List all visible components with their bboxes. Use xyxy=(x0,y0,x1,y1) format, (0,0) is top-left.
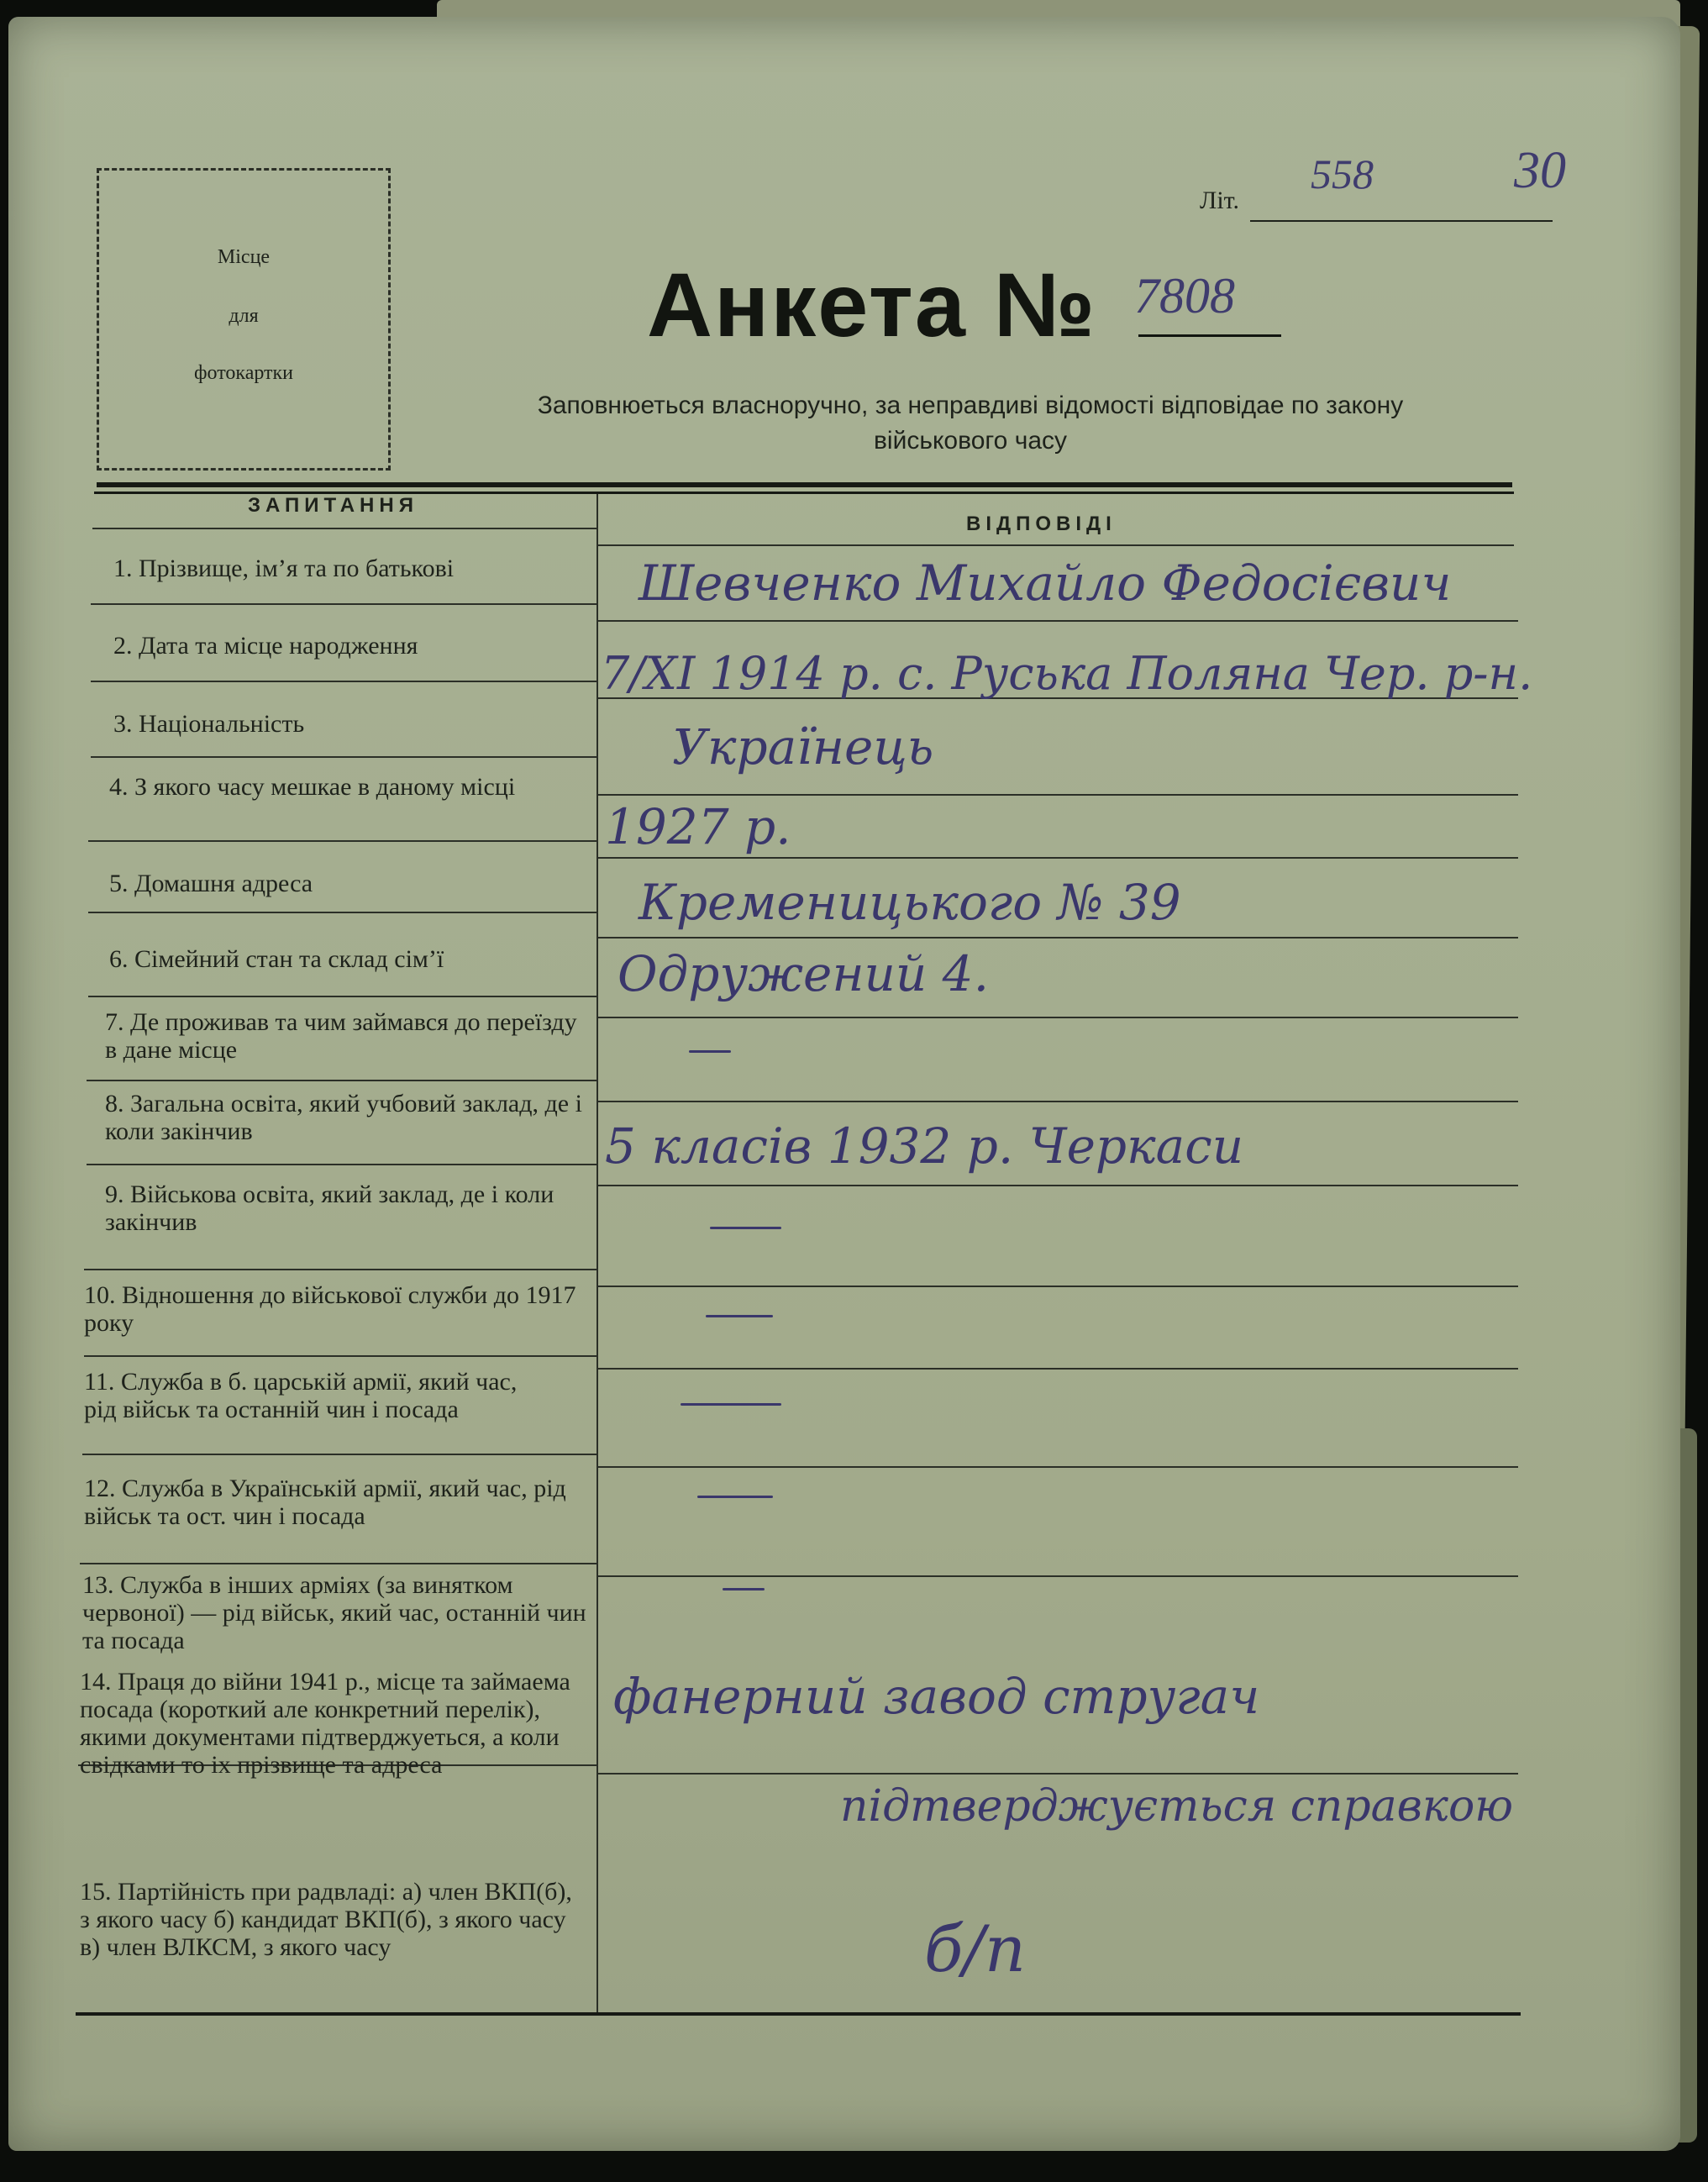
row-rule xyxy=(598,1017,1518,1018)
question-1: 1. Прізвище, ім’я та по батькові xyxy=(113,555,455,582)
row-rule xyxy=(598,794,1518,796)
row-rule xyxy=(91,756,596,758)
row-rule xyxy=(87,1164,596,1165)
form-notice xyxy=(424,388,1516,459)
row-rule xyxy=(598,1286,1518,1287)
row-rule xyxy=(598,1575,1518,1577)
answer-8: 5 класів 1932 р. Черкаси xyxy=(605,1117,1244,1175)
header-rule-right xyxy=(598,544,1514,546)
answer-7-dash xyxy=(689,1050,731,1053)
answer-6: Одружений 4. xyxy=(618,945,990,1002)
row-rule xyxy=(87,1080,596,1081)
header-rule-left xyxy=(92,528,596,529)
row-rule xyxy=(88,996,596,997)
row-rule xyxy=(598,620,1518,622)
answer-3: Українець xyxy=(672,718,934,776)
answer-15: б/п xyxy=(924,1911,1026,1986)
question-9: 9. Військова освіта, який заклад, де і коли закінчив xyxy=(105,1180,554,1236)
table-top-rule xyxy=(97,482,1512,487)
photo-label-1: Місце xyxy=(217,246,271,268)
answer-5: Кременицького № 39 xyxy=(639,874,1181,931)
photo-placeholder xyxy=(97,168,391,471)
row-rule xyxy=(598,1185,1518,1186)
row-rule xyxy=(91,681,596,682)
answer-2: 7/XI 1914 р. с. Руська Поляна Чер. р-н. xyxy=(601,647,1533,700)
header-answers: ВІДПОВІДІ xyxy=(966,513,1117,535)
row-rule xyxy=(598,857,1518,859)
notice-line-2: військового часу xyxy=(873,427,1068,455)
title-number-line xyxy=(1138,334,1281,337)
sheet-number-2: 30 xyxy=(1514,142,1566,199)
sheet-line xyxy=(1250,220,1553,222)
question-2: 2. Дата та місце народження xyxy=(113,632,418,660)
question-11: 11. Служба в б. царській армії, який час, рід військ та останній чин і посада xyxy=(84,1368,518,1423)
table-bottom-rule xyxy=(76,2012,1521,2016)
question-13: 13. Служба в інших арміях (за винятком червоної) — рід військ, який час, останній чин та посада xyxy=(82,1571,586,1654)
question-5: 5. Домашня адреса xyxy=(109,870,313,897)
row-rule xyxy=(598,1101,1518,1102)
answer-13-dash xyxy=(723,1588,765,1590)
row-rule xyxy=(598,1368,1518,1370)
form-number: 7808 xyxy=(1134,268,1235,323)
answer-1: Шевченко Михайло Федосієвич xyxy=(639,555,1452,612)
answer-9-dash xyxy=(710,1227,781,1229)
row-rule xyxy=(82,1454,596,1455)
row-rule xyxy=(80,1563,596,1564)
row-rule xyxy=(84,1355,596,1357)
answer-11-dash xyxy=(681,1403,781,1406)
row-rule xyxy=(84,1269,596,1270)
row-rule xyxy=(88,912,596,913)
question-8: 8. Загальна освіта, який учбовий заклад, де і коли закінчив xyxy=(105,1090,582,1145)
row-rule xyxy=(598,937,1518,939)
row-rule xyxy=(598,1466,1518,1468)
question-10: 10. Відношення до військової служби до 1917 року xyxy=(84,1281,576,1337)
answer-14-line-2: підтверджується справкою xyxy=(840,1781,1514,1832)
question-7: 7. Де проживав та чим займався до переїзду в дане місце xyxy=(105,1008,577,1064)
header-questions: ЗАПИТАННЯ xyxy=(248,494,418,517)
row-rule xyxy=(88,840,596,842)
answer-14-line-1: фанерний завод стругач xyxy=(613,1668,1260,1725)
answer-4: 1927 р. xyxy=(605,798,791,855)
photo-label-3: фотокартки xyxy=(193,362,294,384)
photo-label-2: для xyxy=(229,305,259,327)
question-4: 4. З якого часу мешкае в даному місці xyxy=(109,773,516,801)
form-title: Анкета № xyxy=(647,254,1097,355)
question-6: 6. Сімейний стан та склад сім’ї xyxy=(109,945,444,973)
sheet-label: Літ. xyxy=(1200,187,1240,214)
sheet-number: 558 xyxy=(1311,150,1374,197)
notice-line-1: Заповнюеться власноручно, за неправдиві відомості відповідае по закону xyxy=(537,392,1404,419)
question-12: 12. Служба в Українській армії, який час, рід військ та ост. чин і посада xyxy=(84,1475,566,1530)
row-rule xyxy=(91,603,596,605)
question-15: 15. Партійність при радвладі: а) член ВКП(б), з якого часу б) кандидат ВКП(б), з якого часу в) член ВЛКСМ, з якого часу xyxy=(80,1878,572,1961)
row-rule xyxy=(598,1773,1518,1775)
question-14: 14. Праця до війни 1941 р., місце та займаема посада (короткий але конкретний перелік), якими документами підтверджуеться, а коли свідками то іх прізвище та адреса xyxy=(80,1668,570,1779)
answer-10-dash xyxy=(706,1315,773,1317)
answer-12-dash xyxy=(697,1496,773,1498)
question-3: 3. Національність xyxy=(113,710,305,738)
